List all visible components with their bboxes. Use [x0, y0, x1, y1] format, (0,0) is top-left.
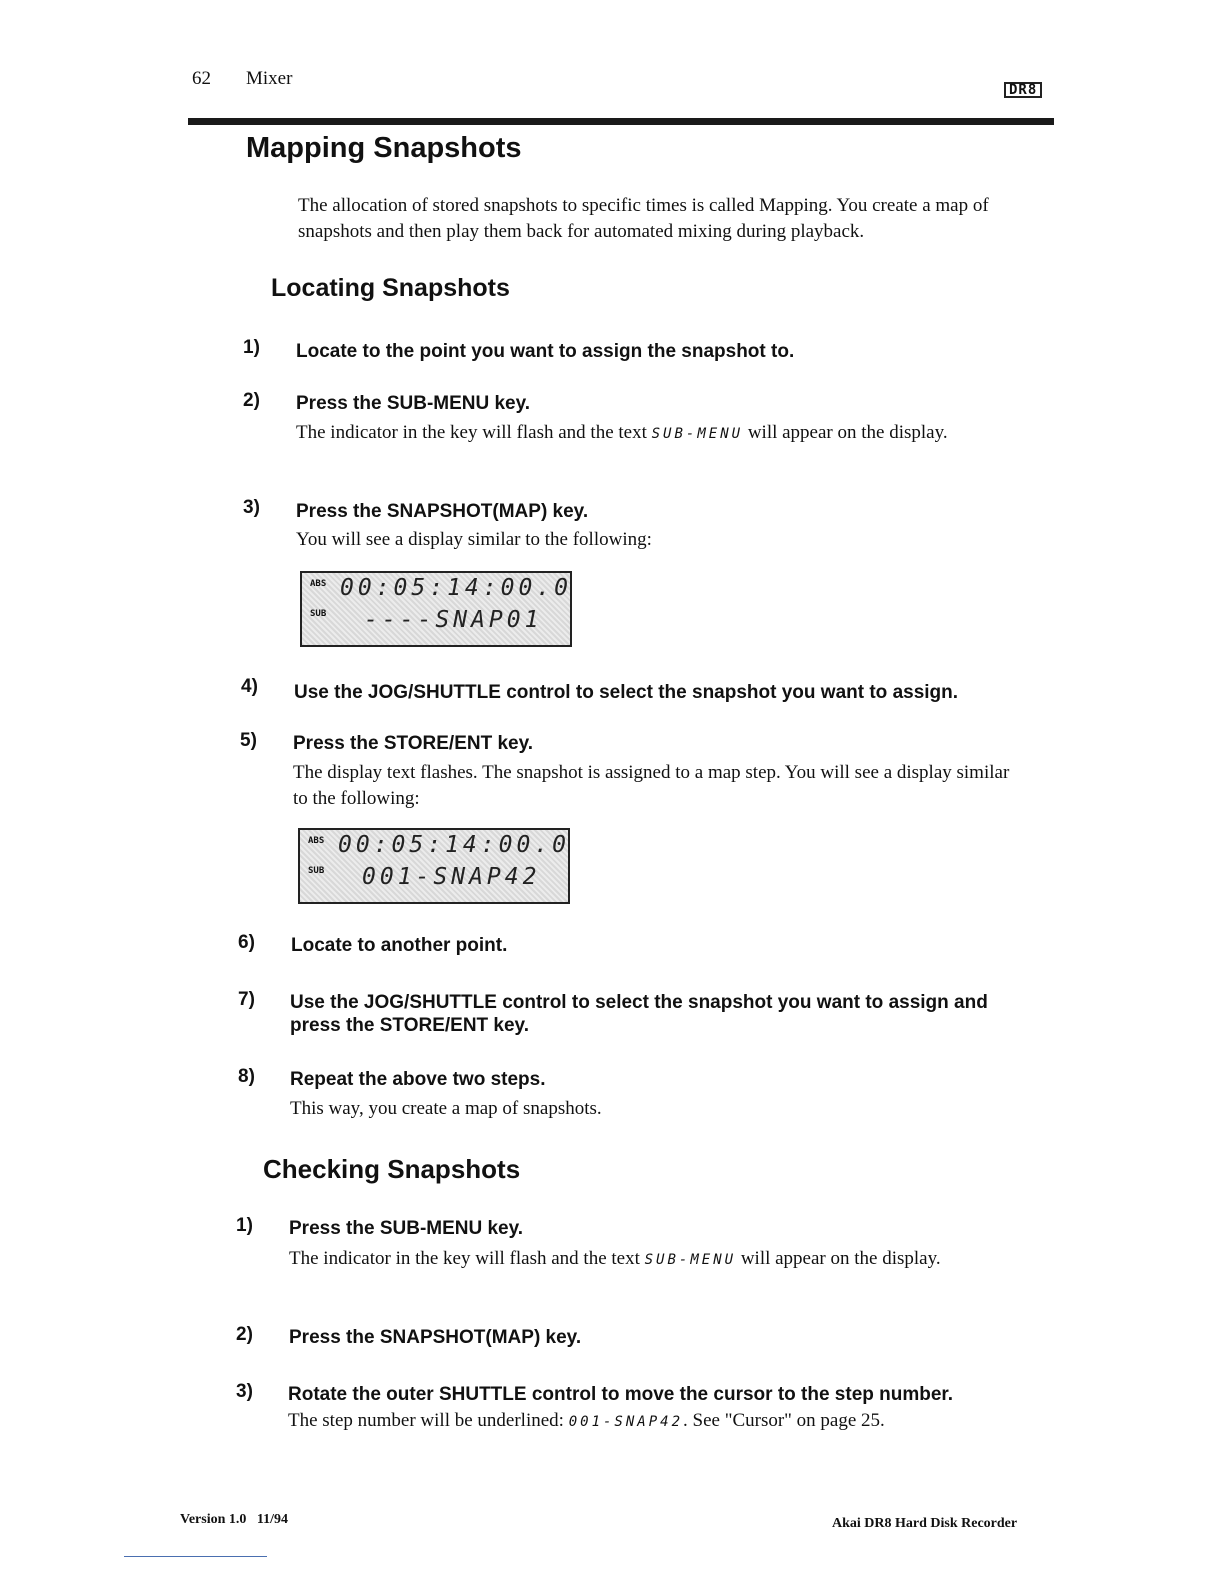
lcd-line-1: 00:05:14:00.0 — [340, 575, 573, 601]
footer-product: Akai DR8 Hard Disk Recorder — [832, 1516, 1018, 1531]
step-number: 4) — [241, 676, 258, 697]
lcd-display — [298, 828, 570, 904]
step-body: The indicator in the key will flash and the text SUB-MENU will appear on the display. — [289, 1248, 941, 1269]
lcd-tag-sub: SUB — [308, 866, 325, 876]
lcd-tag-abs: ABS — [310, 579, 327, 589]
lcd-text: 001-SNAP42 — [568, 1414, 684, 1430]
section-name: Mixer — [246, 68, 293, 89]
step-body: The step number will be underlined: 001-SNAP42. See "Cursor" on page 25. — [288, 1410, 885, 1431]
step-number: 2) — [236, 1324, 253, 1345]
step-title: Rotate the outer SHUTTLE control to move the cursor to the step number. — [288, 1384, 954, 1405]
step-title: Press the SNAPSHOT(MAP) key. — [296, 501, 589, 522]
step-title: Locate to another point. — [291, 935, 508, 956]
section-heading-locating: Locating Snapshots — [271, 274, 510, 302]
lcd-line-2: 001-SNAP42 — [362, 864, 541, 890]
lcd-text: SUB-MENU — [651, 426, 744, 442]
step-title: Locate to the point you want to assign the snapshot to. — [296, 341, 795, 362]
step-title: Use the JOG/SHUTTLE control to select the snapshot you want to assign and press the STORE/ENT key. — [290, 992, 988, 1036]
step-number: 2) — [243, 390, 260, 411]
step-number: 1) — [243, 337, 260, 358]
step-number: 7) — [238, 989, 255, 1010]
page-number: 62 — [192, 68, 211, 89]
lcd-tag-sub: SUB — [310, 609, 327, 619]
step-body: You will see a display similar to the following: — [296, 529, 652, 550]
lcd-line-1: 00:05:14:00.0 — [338, 832, 571, 858]
step-title: Press the SUB-MENU key. — [296, 393, 531, 414]
intro-paragraph: The allocation of stored snapshots to specific times is called Mapping. You create a map of snapshots and then play them back for automated mixing during playback. — [298, 195, 989, 242]
lcd-line-2: ----SNAP01 — [364, 607, 543, 633]
step-number: 3) — [236, 1381, 253, 1402]
lcd-tag-abs: ABS — [308, 836, 325, 846]
step-number: 8) — [238, 1066, 255, 1087]
step-body: The display text flashes. The snapshot is assigned to a map step. You will see a display similar to the following: — [293, 762, 1010, 809]
footer-version: Version 1.0 11/94 — [180, 1512, 288, 1527]
dr8-logo: DR8 — [1004, 82, 1042, 98]
step-body: The indicator in the key will flash and the text SUB-MENU will appear on the display. — [296, 422, 948, 443]
step-title: Repeat the above two steps. — [290, 1069, 546, 1090]
lcd-display — [300, 571, 572, 647]
step-number: 1) — [236, 1215, 253, 1236]
header-rule — [188, 118, 1054, 125]
step-title: Use the JOG/SHUTTLE control to select the snapshot you want to assign. — [294, 682, 959, 703]
step-number: 5) — [240, 730, 257, 751]
step-title: Press the SUB-MENU key. — [289, 1218, 524, 1239]
section-heading-checking: Checking Snapshots — [263, 1154, 521, 1184]
page-title: Mapping Snapshots — [246, 132, 522, 164]
step-number: 6) — [238, 932, 255, 953]
step-title: Press the SNAPSHOT(MAP) key. — [289, 1327, 582, 1348]
lcd-text: SUB-MENU — [644, 1252, 737, 1268]
footer-link-line — [124, 1556, 267, 1557]
step-body: This way, you create a map of snapshots. — [290, 1098, 602, 1119]
step-title: Press the STORE/ENT key. — [293, 733, 534, 754]
step-number: 3) — [243, 497, 260, 518]
